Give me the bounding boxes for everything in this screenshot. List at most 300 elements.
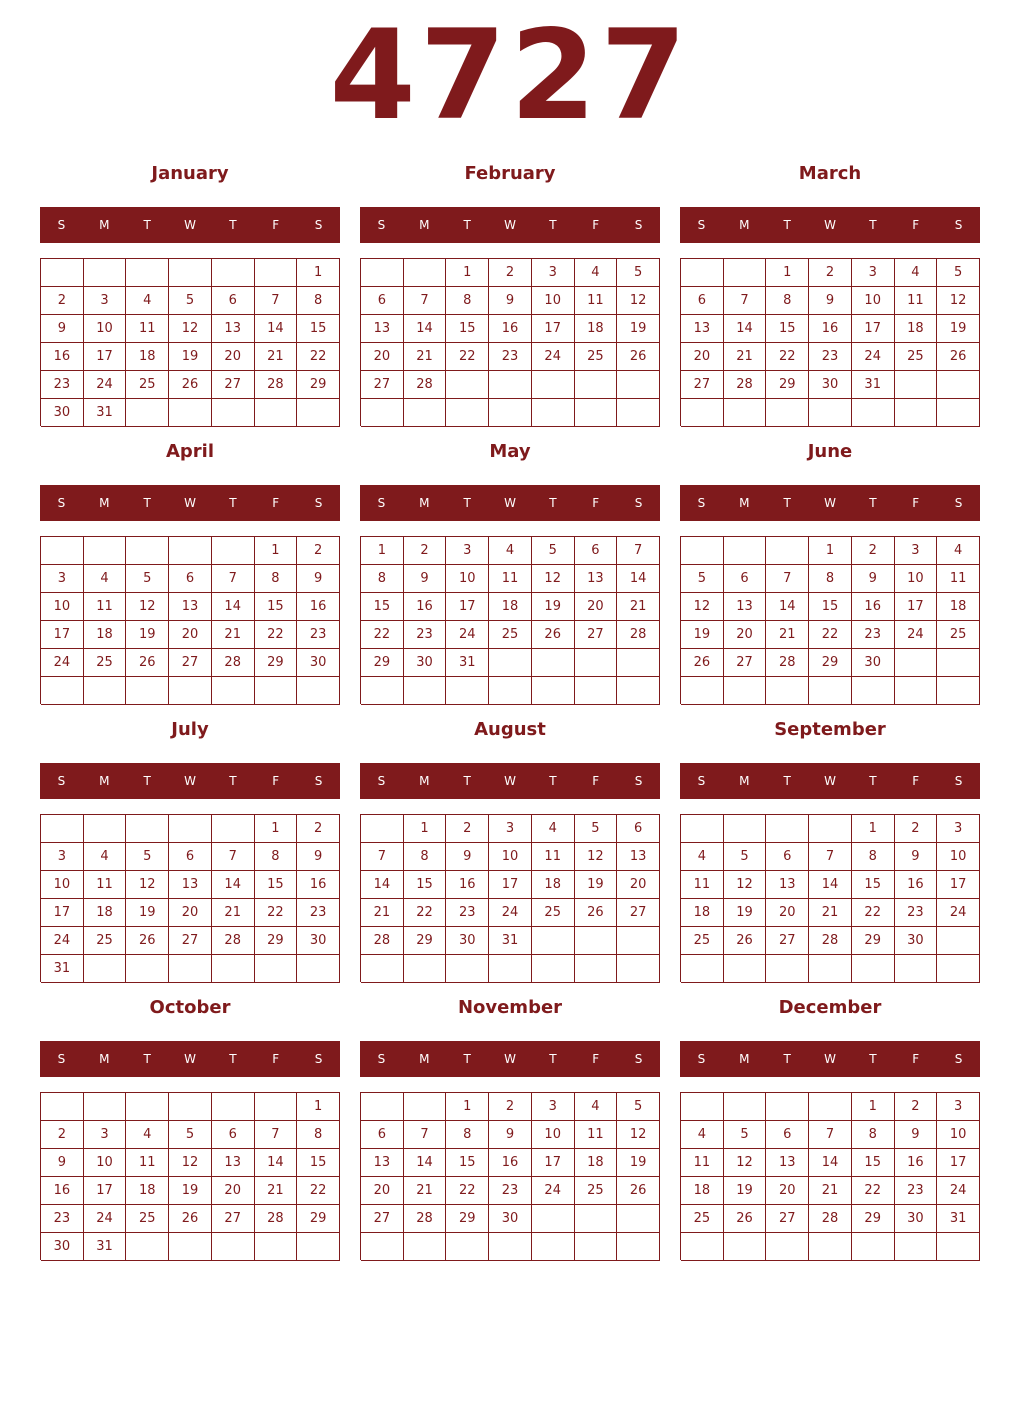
day-cell: 22	[404, 899, 447, 927]
weekday-label: W	[504, 774, 516, 788]
day-cell: 17	[41, 621, 84, 649]
weekday-label: M	[99, 496, 110, 510]
day-cell: 24	[937, 1177, 980, 1205]
day-cell: 14	[766, 593, 809, 621]
day-cell: 27	[766, 1205, 809, 1233]
weekday-label: S	[954, 496, 963, 510]
day-cell: 27	[361, 371, 404, 399]
empty-cell	[41, 1093, 84, 1121]
day-cell: 22	[766, 343, 809, 371]
empty-cell	[255, 259, 298, 287]
empty-cell	[617, 1205, 660, 1233]
day-cell: 18	[575, 315, 618, 343]
empty-cell	[41, 815, 84, 843]
weekday-header	[680, 207, 980, 243]
day-cell: 3	[41, 565, 84, 593]
day-cell: 23	[41, 371, 84, 399]
day-cell: 7	[809, 1121, 852, 1149]
day-cell: 9	[446, 843, 489, 871]
day-cell: 5	[617, 259, 660, 287]
day-cell: 22	[809, 621, 852, 649]
day-grid	[40, 1092, 340, 1260]
day-cell: 27	[724, 649, 767, 677]
day-cell: 4	[126, 287, 169, 315]
weekday-label: S	[377, 496, 386, 510]
day-cell: 16	[297, 593, 340, 621]
day-grid	[360, 536, 660, 704]
day-cell: 20	[361, 1177, 404, 1205]
day-cell: 6	[212, 287, 255, 315]
weekday-label: S	[697, 774, 706, 788]
day-cell: 17	[489, 871, 532, 899]
day-cell: 16	[489, 1149, 532, 1177]
day-cell: 28	[255, 371, 298, 399]
day-cell: 5	[126, 843, 169, 871]
empty-cell	[724, 399, 767, 427]
day-cell: 20	[617, 871, 660, 899]
empty-cell	[489, 399, 532, 427]
day-cell: 5	[169, 287, 212, 315]
day-cell: 8	[255, 843, 298, 871]
empty-cell	[575, 1233, 618, 1261]
day-cell: 21	[617, 593, 660, 621]
day-cell: 9	[852, 565, 895, 593]
day-cell: 16	[809, 315, 852, 343]
day-cell: 30	[41, 1233, 84, 1261]
month-august	[360, 718, 660, 982]
empty-cell	[212, 1233, 255, 1261]
empty-cell	[297, 399, 340, 427]
day-cell: 29	[809, 649, 852, 677]
day-cell: 26	[575, 899, 618, 927]
day-cell: 20	[212, 343, 255, 371]
day-cell: 28	[212, 927, 255, 955]
weekday-header	[360, 207, 660, 243]
day-cell: 19	[169, 1177, 212, 1205]
month-november	[360, 996, 660, 1260]
day-cell: 18	[895, 315, 938, 343]
day-cell: 3	[41, 843, 84, 871]
weekday-label: F	[592, 218, 600, 232]
day-cell: 14	[212, 593, 255, 621]
weekday-label: F	[592, 1052, 600, 1066]
day-cell: 7	[404, 1121, 447, 1149]
empty-cell	[446, 1233, 489, 1261]
day-cell: 29	[852, 1205, 895, 1233]
day-cell: 29	[255, 927, 298, 955]
day-cell: 17	[84, 343, 127, 371]
day-cell: 2	[41, 287, 84, 315]
empty-cell	[41, 259, 84, 287]
empty-cell	[575, 649, 618, 677]
day-cell: 23	[852, 621, 895, 649]
day-cell: 15	[446, 1149, 489, 1177]
weekday-label: T	[549, 218, 557, 232]
day-cell: 25	[575, 1177, 618, 1205]
empty-cell	[852, 399, 895, 427]
empty-cell	[126, 677, 169, 705]
empty-cell	[126, 1233, 169, 1261]
weekday-label: F	[912, 774, 920, 788]
day-cell: 25	[84, 649, 127, 677]
day-cell: 23	[297, 621, 340, 649]
weekday-label: S	[57, 496, 66, 510]
day-cell: 2	[489, 259, 532, 287]
day-cell: 6	[169, 843, 212, 871]
day-grid	[360, 814, 660, 982]
day-cell: 26	[126, 649, 169, 677]
empty-cell	[575, 371, 618, 399]
month-february	[360, 162, 660, 426]
day-cell: 25	[532, 899, 575, 927]
day-cell: 14	[724, 315, 767, 343]
day-grid	[40, 536, 340, 704]
weekday-label: F	[272, 496, 280, 510]
weekday-label: S	[377, 774, 386, 788]
day-cell: 30	[895, 1205, 938, 1233]
day-cell: 13	[361, 315, 404, 343]
day-cell: 26	[681, 649, 724, 677]
day-cell: 30	[297, 927, 340, 955]
day-cell: 29	[361, 649, 404, 677]
day-cell: 3	[489, 815, 532, 843]
empty-cell	[766, 815, 809, 843]
day-cell: 24	[532, 1177, 575, 1205]
day-grid	[680, 814, 980, 982]
day-cell: 15	[404, 871, 447, 899]
day-cell: 2	[852, 537, 895, 565]
weekday-label: W	[504, 218, 516, 232]
empty-cell	[532, 1205, 575, 1233]
empty-cell	[852, 1233, 895, 1261]
weekday-label: S	[697, 1052, 706, 1066]
empty-cell	[446, 955, 489, 983]
day-cell: 20	[766, 899, 809, 927]
day-cell: 18	[84, 621, 127, 649]
day-cell: 7	[809, 843, 852, 871]
empty-cell	[404, 677, 447, 705]
day-cell: 14	[617, 565, 660, 593]
day-cell: 9	[895, 1121, 938, 1149]
empty-cell	[361, 815, 404, 843]
weekday-header	[360, 485, 660, 521]
empty-cell	[617, 927, 660, 955]
weekday-label: M	[419, 1052, 430, 1066]
empty-cell	[126, 815, 169, 843]
day-cell: 21	[212, 899, 255, 927]
empty-cell	[169, 1093, 212, 1121]
day-cell: 13	[169, 871, 212, 899]
day-cell: 11	[895, 287, 938, 315]
weekday-label: T	[869, 1052, 877, 1066]
empty-cell	[489, 1233, 532, 1261]
day-cell: 14	[404, 1149, 447, 1177]
weekday-label: M	[99, 218, 110, 232]
weekday-header	[360, 1041, 660, 1077]
empty-cell	[41, 677, 84, 705]
day-cell: 1	[255, 815, 298, 843]
day-cell: 21	[809, 1177, 852, 1205]
empty-cell	[575, 927, 618, 955]
weekday-label: T	[783, 496, 791, 510]
day-cell: 17	[446, 593, 489, 621]
day-cell: 20	[361, 343, 404, 371]
day-cell: 12	[681, 593, 724, 621]
day-cell: 23	[489, 1177, 532, 1205]
day-cell: 11	[681, 871, 724, 899]
weekday-header	[360, 763, 660, 799]
day-cell: 1	[297, 259, 340, 287]
day-cell: 13	[766, 871, 809, 899]
empty-cell	[126, 537, 169, 565]
empty-cell	[895, 399, 938, 427]
day-cell: 20	[575, 593, 618, 621]
empty-cell	[895, 955, 938, 983]
empty-cell	[681, 1233, 724, 1261]
day-cell: 28	[212, 649, 255, 677]
month-june	[680, 440, 980, 704]
empty-cell	[724, 1093, 767, 1121]
weekday-label: W	[824, 218, 836, 232]
day-cell: 15	[297, 1149, 340, 1177]
weekday-label: S	[314, 496, 323, 510]
day-cell: 4	[575, 1093, 618, 1121]
day-cell: 19	[724, 1177, 767, 1205]
day-cell: 7	[212, 843, 255, 871]
day-cell: 12	[575, 843, 618, 871]
weekday-label: T	[463, 1052, 471, 1066]
day-cell: 31	[84, 1233, 127, 1261]
weekday-label: W	[184, 496, 196, 510]
day-cell: 15	[766, 315, 809, 343]
day-cell: 19	[126, 899, 169, 927]
day-cell: 2	[297, 537, 340, 565]
weekday-label: W	[504, 1052, 516, 1066]
weekday-label: S	[954, 774, 963, 788]
day-cell: 28	[724, 371, 767, 399]
day-cell: 7	[255, 1121, 298, 1149]
weekday-label: M	[739, 1052, 750, 1066]
day-cell: 10	[937, 843, 980, 871]
day-cell: 24	[446, 621, 489, 649]
day-cell: 4	[126, 1121, 169, 1149]
day-grid	[40, 258, 340, 426]
weekday-label: S	[377, 1052, 386, 1066]
weekday-label: W	[184, 774, 196, 788]
day-cell: 4	[532, 815, 575, 843]
day-cell: 16	[446, 871, 489, 899]
day-cell: 12	[617, 1121, 660, 1149]
day-cell: 20	[724, 621, 767, 649]
day-cell: 17	[532, 315, 575, 343]
day-cell: 22	[852, 899, 895, 927]
day-cell: 24	[895, 621, 938, 649]
empty-cell	[361, 1093, 404, 1121]
day-grid	[680, 536, 980, 704]
day-cell: 27	[681, 371, 724, 399]
day-cell: 27	[617, 899, 660, 927]
weekday-label: T	[783, 774, 791, 788]
day-cell: 10	[41, 871, 84, 899]
empty-cell	[212, 955, 255, 983]
weekday-label: T	[143, 1052, 151, 1066]
day-cell: 15	[852, 871, 895, 899]
day-cell: 9	[489, 287, 532, 315]
day-cell: 11	[681, 1149, 724, 1177]
weekday-label: T	[229, 774, 237, 788]
day-cell: 6	[361, 287, 404, 315]
day-cell: 22	[297, 1177, 340, 1205]
day-cell: 8	[766, 287, 809, 315]
weekday-label: T	[869, 774, 877, 788]
day-cell: 17	[852, 315, 895, 343]
weekday-label: M	[99, 1052, 110, 1066]
empty-cell	[212, 399, 255, 427]
day-cell: 28	[404, 1205, 447, 1233]
day-cell: 25	[126, 371, 169, 399]
day-cell: 15	[255, 871, 298, 899]
empty-cell	[126, 399, 169, 427]
day-cell: 1	[361, 537, 404, 565]
day-cell: 17	[895, 593, 938, 621]
day-cell: 11	[84, 593, 127, 621]
day-cell: 19	[724, 899, 767, 927]
empty-cell	[724, 677, 767, 705]
empty-cell	[84, 815, 127, 843]
day-cell: 5	[681, 565, 724, 593]
day-cell: 29	[446, 1205, 489, 1233]
weekday-label: T	[549, 1052, 557, 1066]
day-cell: 21	[404, 343, 447, 371]
empty-cell	[532, 955, 575, 983]
day-cell: 20	[212, 1177, 255, 1205]
empty-cell	[809, 399, 852, 427]
day-cell: 10	[895, 565, 938, 593]
weekday-label: S	[634, 218, 643, 232]
empty-cell	[126, 1093, 169, 1121]
day-cell: 29	[766, 371, 809, 399]
empty-cell	[255, 399, 298, 427]
weekday-label: T	[869, 218, 877, 232]
day-cell: 24	[937, 899, 980, 927]
day-cell: 12	[126, 593, 169, 621]
empty-cell	[809, 955, 852, 983]
empty-cell	[84, 677, 127, 705]
day-cell: 18	[681, 899, 724, 927]
day-cell: 8	[446, 287, 489, 315]
day-cell: 24	[852, 343, 895, 371]
day-cell: 31	[84, 399, 127, 427]
empty-cell	[169, 677, 212, 705]
month-october	[40, 996, 340, 1260]
empty-cell	[766, 1233, 809, 1261]
day-cell: 1	[446, 1093, 489, 1121]
empty-cell	[446, 677, 489, 705]
empty-cell	[84, 259, 127, 287]
day-cell: 12	[937, 287, 980, 315]
empty-cell	[617, 677, 660, 705]
day-cell: 12	[126, 871, 169, 899]
day-cell: 2	[489, 1093, 532, 1121]
day-cell: 11	[84, 871, 127, 899]
day-cell: 11	[489, 565, 532, 593]
day-cell: 13	[212, 1149, 255, 1177]
day-cell: 14	[404, 315, 447, 343]
day-cell: 10	[532, 1121, 575, 1149]
day-cell: 30	[809, 371, 852, 399]
day-cell: 27	[212, 1205, 255, 1233]
empty-cell	[617, 399, 660, 427]
weekday-label: W	[824, 774, 836, 788]
day-cell: 5	[575, 815, 618, 843]
weekday-label: W	[504, 496, 516, 510]
empty-cell	[361, 677, 404, 705]
day-cell: 30	[41, 399, 84, 427]
month-title: March	[798, 163, 862, 184]
weekday-label: F	[272, 774, 280, 788]
weekday-label: W	[824, 1052, 836, 1066]
day-cell: 29	[255, 649, 298, 677]
empty-cell	[617, 371, 660, 399]
day-cell: 4	[681, 1121, 724, 1149]
day-cell: 19	[169, 343, 212, 371]
weekday-header	[680, 1041, 980, 1077]
day-cell: 13	[169, 593, 212, 621]
day-cell: 6	[169, 565, 212, 593]
month-title: July	[171, 719, 209, 740]
day-cell: 2	[895, 1093, 938, 1121]
day-cell: 3	[937, 1093, 980, 1121]
day-cell: 15	[255, 593, 298, 621]
day-cell: 21	[255, 1177, 298, 1205]
weekday-label: T	[463, 218, 471, 232]
empty-cell	[212, 259, 255, 287]
day-cell: 20	[766, 1177, 809, 1205]
day-cell: 15	[361, 593, 404, 621]
empty-cell	[937, 399, 980, 427]
day-cell: 4	[937, 537, 980, 565]
day-cell: 5	[724, 843, 767, 871]
day-cell: 25	[126, 1205, 169, 1233]
day-cell: 23	[489, 343, 532, 371]
day-cell: 3	[84, 287, 127, 315]
day-cell: 1	[766, 259, 809, 287]
month-title: December	[778, 997, 882, 1018]
day-cell: 13	[361, 1149, 404, 1177]
empty-cell	[532, 677, 575, 705]
weekday-label: M	[739, 218, 750, 232]
day-cell: 20	[169, 899, 212, 927]
weekday-label: F	[592, 496, 600, 510]
day-cell: 4	[84, 843, 127, 871]
day-cell: 24	[489, 899, 532, 927]
day-cell: 9	[297, 565, 340, 593]
day-grid	[680, 1092, 980, 1260]
day-cell: 10	[84, 315, 127, 343]
weekday-label: F	[912, 496, 920, 510]
empty-cell	[724, 815, 767, 843]
day-cell: 10	[937, 1121, 980, 1149]
day-cell: 2	[809, 259, 852, 287]
day-cell: 26	[937, 343, 980, 371]
day-cell: 21	[255, 343, 298, 371]
day-cell: 28	[617, 621, 660, 649]
day-cell: 23	[41, 1205, 84, 1233]
day-cell: 1	[297, 1093, 340, 1121]
day-cell: 19	[681, 621, 724, 649]
empty-cell	[681, 537, 724, 565]
empty-cell	[212, 1093, 255, 1121]
